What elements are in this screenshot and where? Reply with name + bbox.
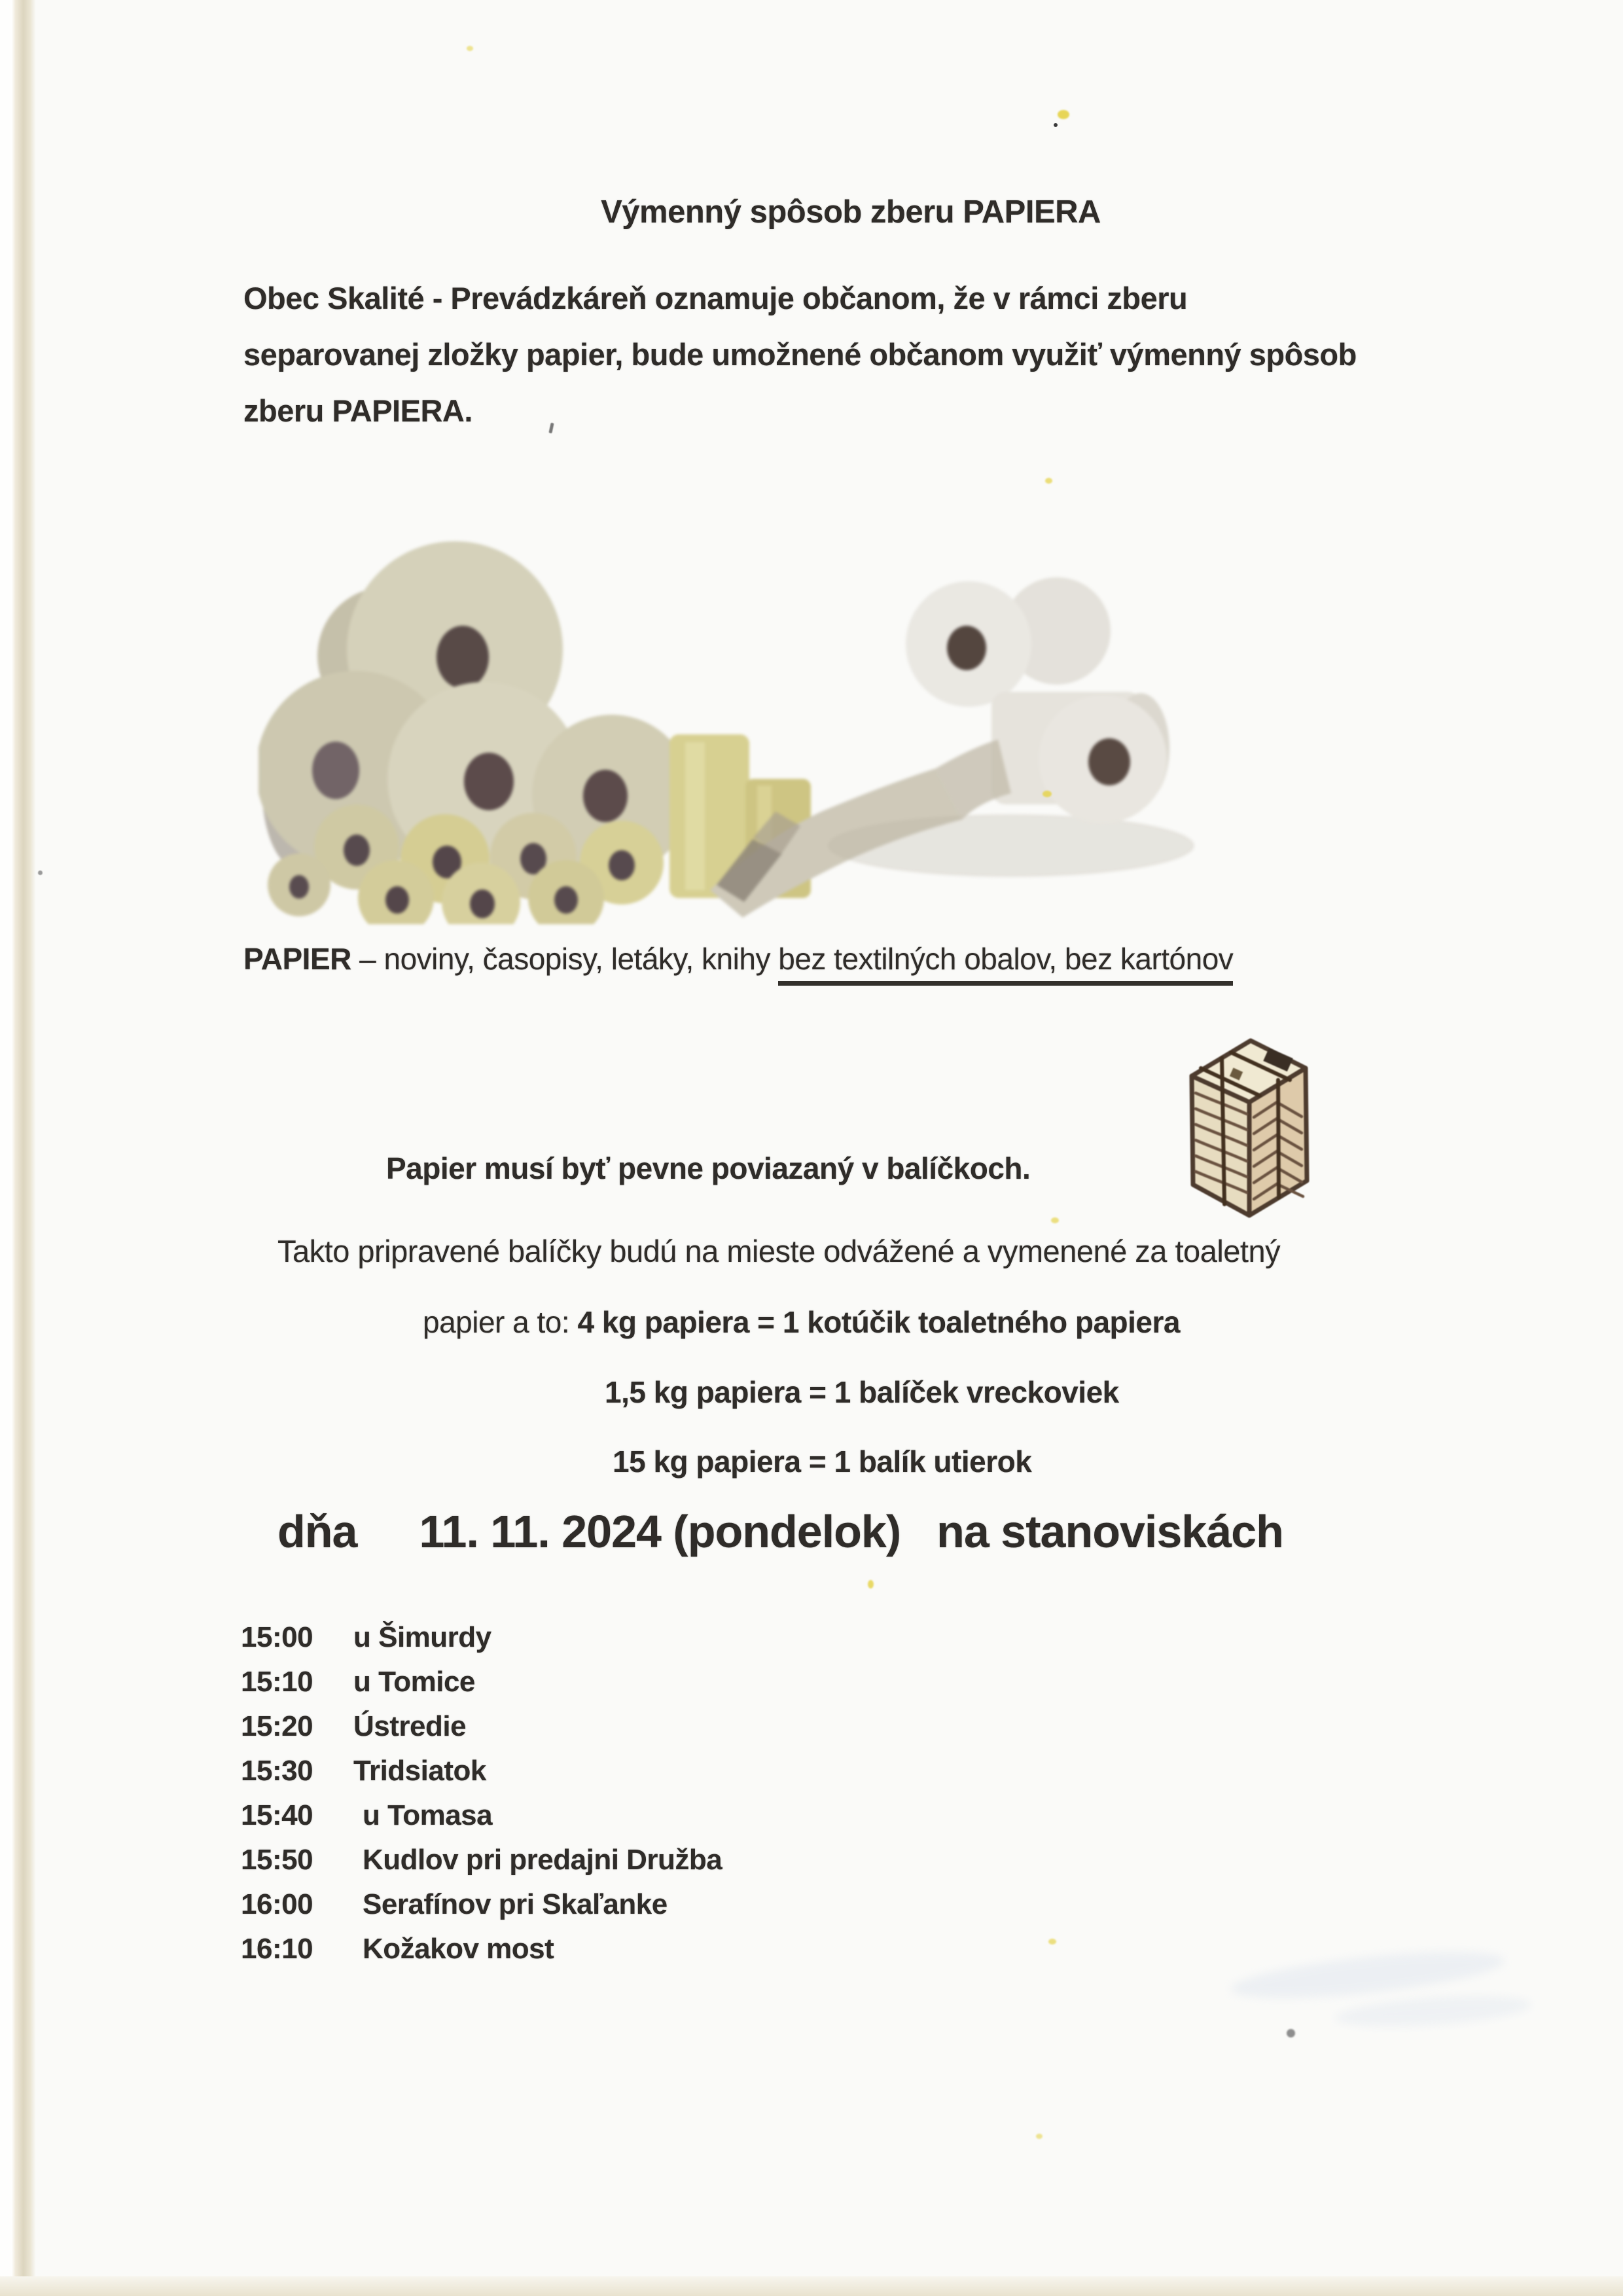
schedule-time: 15:20: [241, 1710, 313, 1742]
date-suffix: na stanoviskách: [936, 1506, 1283, 1557]
exchange-rate-line-2: 1,5 kg papiera = 1 balíček vreckoviek: [605, 1375, 1119, 1409]
rate-prefix: papier a to:: [423, 1305, 570, 1339]
scan-speck: [1054, 123, 1058, 127]
intro-paragraph: [243, 270, 1357, 439]
paper-list: noviny, časopisy, letáky, knihy: [383, 942, 770, 976]
schedule-time: 15:50: [241, 1844, 313, 1876]
schedule-location: Serafínov pri Skaľanke: [363, 1888, 668, 1920]
schedule-row: [241, 1749, 722, 1793]
schedule-location: Kudlov pri predajni Družba: [363, 1844, 722, 1876]
scan-edge-artifact-bottom: [0, 2276, 1623, 2296]
schedule-list: [241, 1615, 722, 1971]
schedule-row: [241, 1660, 722, 1704]
schedule-time: 15:00: [241, 1621, 313, 1653]
paper-separator: –: [359, 942, 376, 976]
schedule-location: Ústredie: [353, 1710, 467, 1742]
schedule-row: [241, 1704, 722, 1749]
schedule-location: u Tomasa: [363, 1799, 493, 1831]
collection-date-line: [277, 1505, 1283, 1558]
paper-term: PAPIER: [243, 942, 351, 976]
date-prefix: dňa: [277, 1506, 357, 1557]
schedule-location: u Tomice: [353, 1666, 475, 1698]
intro-line-2: separovanej zložky papier, bude umožnené občanom využiť výmenný spôsob: [243, 337, 1357, 372]
schedule-time: 15:40: [241, 1799, 313, 1831]
intro-line-3: zberu PAPIERA.: [243, 393, 473, 428]
schedule-time: 16:10: [241, 1933, 313, 1965]
ink-ghost-smudge: [1334, 1991, 1532, 2032]
rate-value-1: 4 kg papiera = 1 kotúčik toaletného papiera: [577, 1305, 1180, 1339]
scan-speck: [868, 1580, 874, 1588]
schedule-row: [241, 1927, 722, 1971]
bundle-rule-line: Papier musí byť pevne poviazaný v balíčkoch.: [386, 1151, 1031, 1185]
exchange-rate-line-3: 15 kg papiera = 1 balík utierok: [613, 1444, 1032, 1479]
exchange-rate-line-1: [423, 1304, 1180, 1340]
schedule-location: u Šimurdy: [353, 1621, 491, 1653]
paper-rolls-image: [259, 531, 1217, 924]
scan-speck: [1051, 1217, 1059, 1223]
scan-speck: [1287, 2029, 1295, 2037]
schedule-row: [241, 1882, 722, 1927]
tied-newspaper-bundle-image: [1167, 1016, 1327, 1245]
scan-edge-artifact-left: [0, 0, 35, 2296]
schedule-time: 15:10: [241, 1666, 313, 1698]
schedule-row: [241, 1838, 722, 1882]
scan-speck: [1043, 791, 1052, 797]
schedule-location: Kožakov most: [363, 1933, 554, 1965]
collection-date: 11. 11. 2024 (pondelok): [419, 1506, 901, 1557]
schedule-time: 16:00: [241, 1888, 313, 1920]
intro-line-1: Obec Skalité - Prevádzkáreň oznamuje občanom, že v rámci zberu: [243, 281, 1188, 315]
paper-definition-line: [243, 941, 1233, 977]
page-title: Výmenný spôsob zberu PAPIERA: [601, 194, 1101, 230]
scan-speck: [1045, 478, 1052, 484]
scan-speck: [467, 46, 473, 51]
schedule-time: 15:30: [241, 1755, 313, 1787]
scan-speck: [1058, 110, 1069, 119]
schedule-row: [241, 1793, 722, 1838]
paper-exclusion-underlined: bez textilných obalov, bez kartónov: [778, 942, 1233, 986]
exchange-intro-line: Takto pripravené balíčky budú na mieste odvážené a vymenené za toaletný: [277, 1234, 1281, 1268]
schedule-location: Tridsiatok: [353, 1755, 486, 1787]
scan-speck: [1048, 1939, 1056, 1945]
scan-speck: [38, 870, 43, 875]
schedule-row: [241, 1615, 722, 1660]
scan-speck: [1036, 2134, 1043, 2139]
